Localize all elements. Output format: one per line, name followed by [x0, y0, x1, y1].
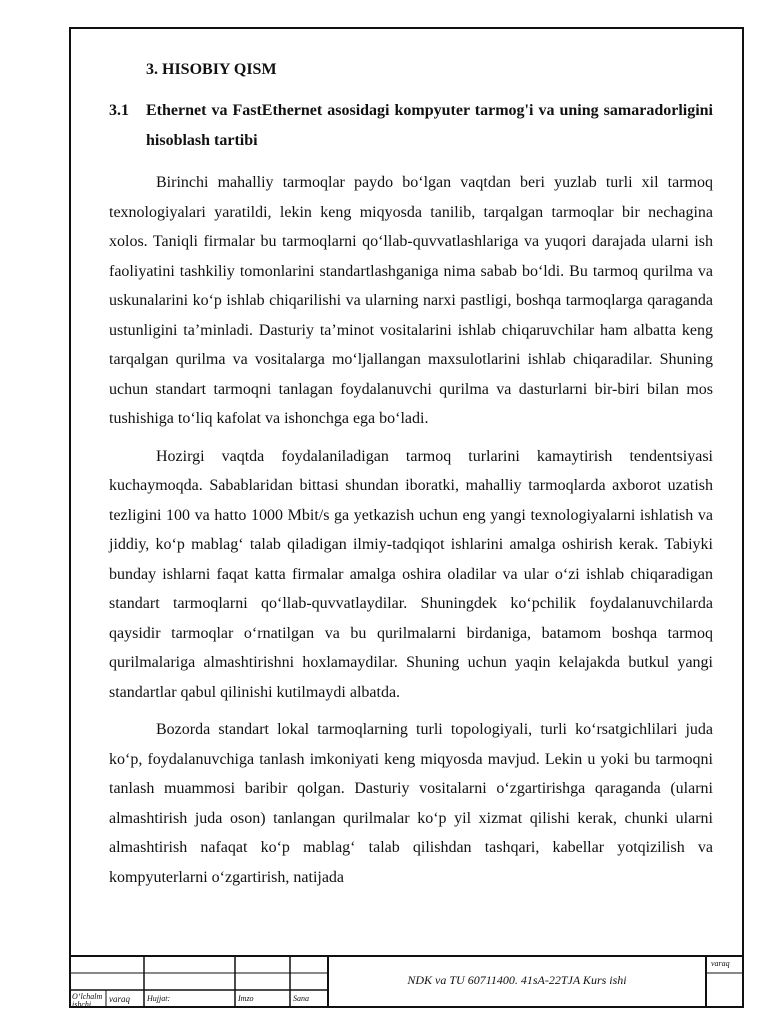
subsection-heading	[109, 96, 713, 156]
stamp-label-ochalm: O‘lchalm ishchi	[72, 992, 103, 1009]
stamp-sheet-label: varaq	[711, 959, 730, 968]
section-title: 3. HISOBIY QISM	[146, 61, 277, 78]
stamp-label-imzo: Imzo	[238, 994, 254, 1003]
stamp-label-sana: Sana	[293, 994, 309, 1003]
stamp-label-hujjat: Hujjat:	[147, 994, 171, 1003]
stamp-label-varaq: varaq	[109, 994, 130, 1004]
subsection-number: 3.1	[109, 102, 129, 119]
paragraph-1: Birinchi mahalliy tarmoqlar paydo bo‘lgan vaqtdan beri yuzlab turli xil tarmoq texnologiyalari yaratildi, lekin keng miqyosda tanilib, tarqalgan tarmoqlar bir nechagina xolos. Taniqli firmalar bu tarmoqlarni qo‘llab-quvvatlashlariga va yuqori darajada ularni ish faoliyatini tashkiliy tomonlarini standartlashganiga nima sabab bo‘ldi. Bu tarmoq qurilma va uskunalarini ko‘p ishlab chiqarilishi va ularning narxi pastligi, boshqa tarmoqlarga qaraganda ustunligini ta’minladi. Dasturiy ta’minot vositalarini ishlab chiqaruvchilar ham albatta keng tarqalgan qurilma va vositalarga mo‘ljallangan maxsulotlarini ishlab chiqaradilar. Shuning uchun standart tarmoqni tanlagan foydalanuvchi qurilma va dasturlarni bir-biri bilan mos tushishiga to‘liq kafolat va ishonchga ega bo‘ladi.	[109, 174, 713, 427]
document-body	[109, 58, 713, 892]
paragraph-2: Hozirgi vaqtda foydalaniladigan tarmoq turlarini kamaytirish tendentsiyasi kuchaymoqda. Sabablaridan bittasi shundan iboratki, mahalliy tarmoqlarda axborot uzatish tezligini 100 va hatto 1000 Mbit/s ga yetkazish uchun eng yangi texnologiyalarni ishlatish va jiddiy, ko‘p mablag‘ talab qiladigan ilmiy-tadqiqot ishlarini amalga oshirish kerak. Tabiyki bunday ishlarni faqat katta firmalar amalga oshira oladilar va ular o‘zi ishlab chiqaradigan standart tarmoqlarni qo‘llab-quvvatlaydilar. Shuningdek ko‘pchilik foydalanuvchilarda qaysidir tarmoqlar o‘rnatilgan va bu qurilmalarni birdaniga, batamom boshqa tarmoq qurilmalariga almashtirishni hoxlamaydilar. Shuning uchun yaqin kelajakda butkul yangi standartlar qabul qilinishi kutilmaydi albatda.	[109, 447, 713, 701]
stamp-document-code: NDK va TU 60711400. 41sA-22TJA Kurs ishi	[407, 973, 627, 987]
subsection-title: Ethernet va FastEthernet asosidagi kompyuter tarmog'i va uning samaradorligini hisoblash tartibi	[146, 102, 713, 149]
paragraph-3: Bozorda standart lokal tarmoqlarning turli topologiyali, turli ko‘rsatgichlilari juda ko‘p, foydalanuvchiga tanlash imkoniyati keng miqyosda mavjud. Lekin u yoki bu tarmoqni tanlash muammosi baribir qolgan. Dasturiy vositalarni o‘zgartirishga qaraganda (ularni almashtirish juda oson) tanlangan qurilmalar ko‘p yil xizmat qilishi kerak, chunki ularni almashtirish nafaqat ko‘p mablag‘ talab qilishdan tashqari, kabellar yotqizilish va kompyuterlarni o‘zgartirish, natijada	[109, 721, 713, 886]
title-block-stamp	[69, 955, 744, 1008]
